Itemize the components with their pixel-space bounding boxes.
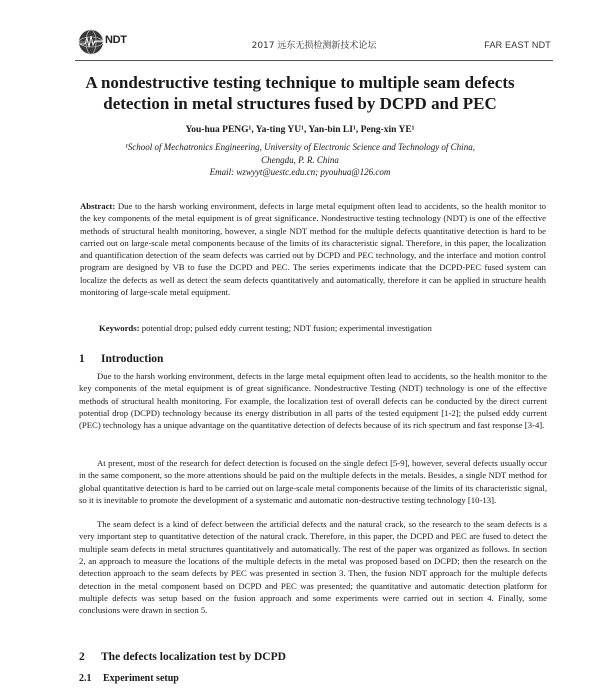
- affiliation-email: Email: wzwyyt@uestc.edu.cn; pyouhua@126.com: [209, 167, 391, 177]
- subsection-heading-setup: [79, 673, 179, 684]
- keywords: [99, 323, 539, 333]
- logo-text: NDT: [105, 34, 127, 46]
- title-line-2: detection in metal structures fused by DCPD and PEC: [103, 94, 497, 113]
- page-header: [75, 28, 553, 61]
- affiliation: [40, 141, 560, 179]
- section-heading-localization: [79, 651, 286, 663]
- subsection-title: Experiment setup: [103, 673, 179, 684]
- section-title: The defects localization test by DCPD: [101, 651, 286, 663]
- paper-title: [40, 72, 560, 114]
- abstract-label: Abstract:: [80, 201, 116, 211]
- keywords-label: Keywords:: [99, 323, 140, 333]
- author-list: You-hua PENG¹, Ya-ting YU¹, Yan-bin LI¹, Peng-xin YE¹: [185, 125, 415, 135]
- section-heading-introduction: [79, 353, 163, 365]
- affiliation-line-2: Chengdu, P. R. China: [261, 154, 339, 165]
- intro-paragraph-2: At present, most of the research for defect detection is focused on the single defect [5-9], however, several defects usually occur in the same component, so the more attentions should be paid on the multiple defects in the metals. Besides, a single NDT method for global quantitative detection is hard to be carried out on large-scale metal components because of the limits of its characteristic signal, so it is inevitable to promote the development of a systematic and automatic non-destructive testing technology [10-13].: [79, 458, 547, 506]
- affiliation-line-1: ¹School of Mechatronics Engineering, University of Electronic Science and Technology of China,: [125, 142, 475, 152]
- title-line-1: A nondestructive testing technique to multiple seam defects: [85, 73, 515, 92]
- intro-paragraph-3: The seam defect is a kind of defect between the artificial defects and the natural crack, so the research to the seam defects is a very important step to quantitative detection of the natural crack. Therefore, in this paper, the DCPD and PEC are fused to detect the multiple seam defects in metal structures quantitatively and automatically. The rest of the paper was organized as follows. In section 2, an approach to measure the locations of the multiple defects in the metal was proposed based on DCPD; then the research on the detection approach to the seam defects by PEC was presented in section 3. Then, the fusion NDT approach for the multiple defects detection in the metal component based on DCPD and PEC was presented; the quantitative and automatic detection platform for multiple defects was setup based on the fusion approach and some experiments were carried out in section 4. Finally, some conclusions were drawn in section 5.: [79, 519, 547, 616]
- abstract: [80, 200, 546, 298]
- keywords-text: potential drop; pulsed eddy current testing; NDT fusion; experimental investigation: [141, 323, 432, 333]
- intro-paragraph-1: Due to the harsh working environment, defects in the large metal equipment often lead to accidents, so the health monitor to the key components of the metal equipment is of great significance. Nondestructive Testing (NDT) technology is one of the effective methods of structural health monitoring. For example, the localization test of overall defects can be conducted by the direct current potential drop (DCPD) technology because its energy distribution in all parts of the tested equipment [1-2]; the pulsed eddy current (PEC) technology has a unique advantage on the quantitative detection of defects because of its rich spectrum and fast response [3-4].: [79, 371, 547, 431]
- section-number: 2: [79, 651, 85, 663]
- section-number: 1: [79, 353, 85, 365]
- journal-name: FAR EAST NDT: [484, 40, 551, 50]
- section-title: Introduction: [101, 353, 164, 365]
- abstract-text: Due to the harsh working environment, defects in large metal equipment often lead to accidents, so the health monitor to the key components of the metal equipment is of great significance. Nondestructive testing technology (NDT) is one of the effective methods of structural health monitoring, however, a single NDT method for the multiple defects quantitative detection is hard to be carried out on large-scale metal components because of the limits of its characteristic signal. Therefore, in this paper, the localization and quantification detection of the seam defects was carried out by DCPD and PEC technology, and the interface and motion control program are designed by VB to fuse the DCPD and PEC. The series experiments indicate that the DCPD-PEC fused system can localize the defects as well as detect the seam defects quantitatively and automatically, therefore it can be applied in structure health monitoring of large-scale metal equipment.: [80, 201, 546, 298]
- subsection-number: 2.1: [79, 673, 92, 684]
- conference-name: 2017 远东无损检测新技术论坛: [251, 41, 377, 51]
